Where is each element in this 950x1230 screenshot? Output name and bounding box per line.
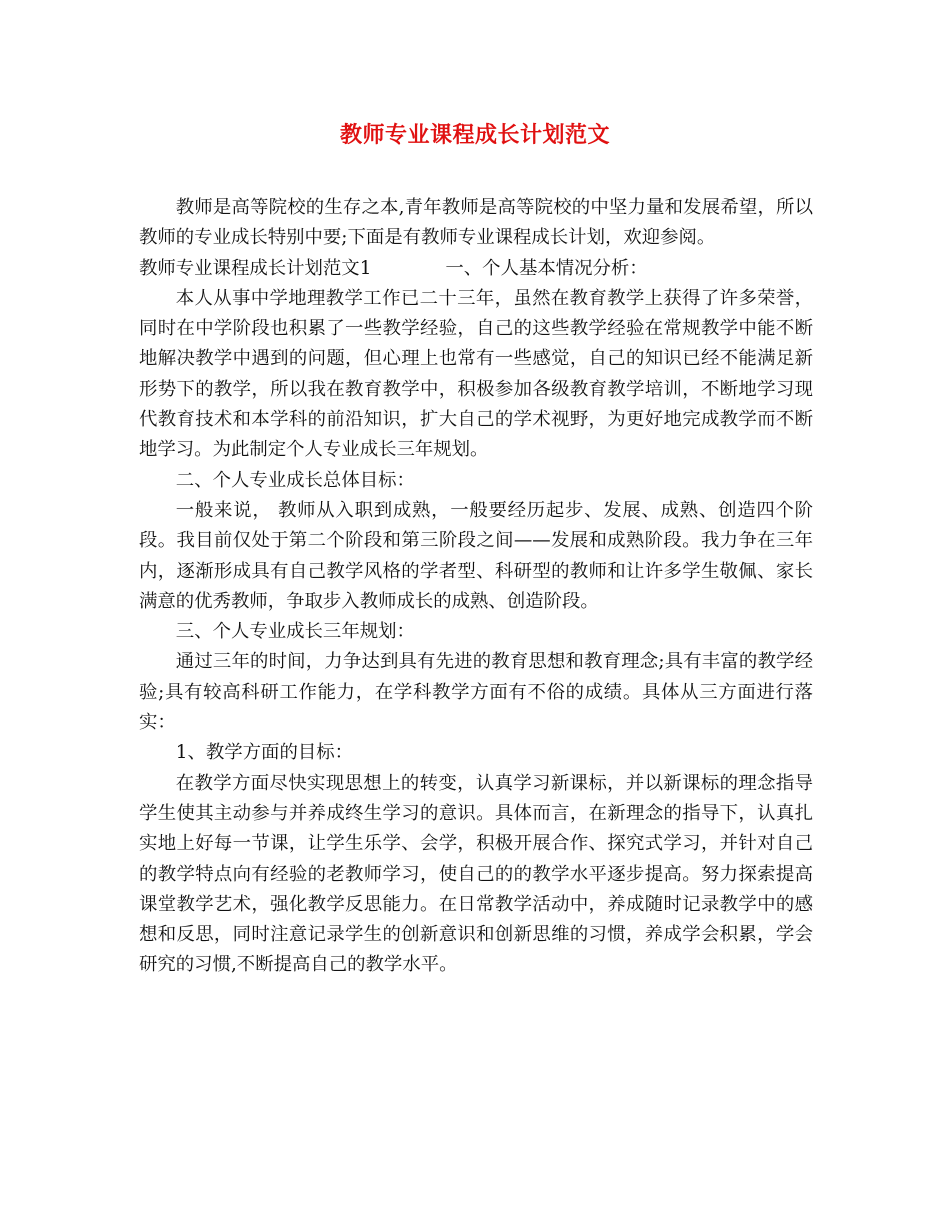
document-body [139,193,813,981]
section3-heading: 三、个人专业成长三年规划： [175,621,415,643]
section3-body: 通过三年的时间，力争达到具有先进的教育思想和教育理念;具有丰富的教学经验;具有较高科研工作能力，在学科教学方面有不俗的成绩。具体从三方面进行落实： [139,651,813,734]
intro-paragraph: 教师是高等院校的生存之本,青年教师是高等院校的中坚力量和发展希望，所以教师的专业成长特别中要;下面是有教师专业课程成长计划，欢迎参阅。 [139,197,813,249]
article-label: 教师专业课程成长计划范文1 [139,257,372,279]
sub1-body: 在教学方面尽快实现思想上的转变，认真学习新课标，并以新课标的理念指导学生使其主动参与并养成终生学习的意识。具体而言，在新理念的指导下，认真扎实地上好每一节课，让学生乐学、会学，积极开展合作、探究式学习，并针对自己的教学特点向有经验的老教师学习，使自己的的教学水平逐步提高。努力探索提高课堂教学艺术，强化教学反思能力。在日常教学活动中，养成随时记录教学中的感想和反思，同时注意记录学生的创新意识和创新思维的习惯，养成学会积累，学会研究的习惯,不断提高自己的教学水平。 [139,772,813,976]
section2-body: 一般来说， 教师从入职到成熟，一般要经历起步、发展、成熟、创造四个阶段。我目前仅处于第二个阶段和第三阶段之间——发展和成熟阶段。我力争在三年内，逐渐形成具有自己教学风格的学者型、科研型的教师和让许多学生敬佩、家长满意的优秀教师，争取步入教师成长的成熟、创造阶段。 [139,499,813,612]
document-title: 教师专业课程成长计划范文 [339,123,610,148]
section1-heading: 一、个人基本情况分析： [445,257,648,279]
sub1-heading: 1、教学方面的目标： [175,742,354,764]
section2-heading: 二、个人专业成长总体目标： [175,469,415,491]
article-label-line [139,254,813,284]
section1-body: 本人从事中学地理教学工作已二十三年，虽然在教育教学上获得了许多荣誉，同时在中学阶段也积累了一些教学经验，自己的这些教学经验在常规教学中能不断地解决教学中遇到的问题，但心理上也常有一些感觉，自己的知识已经不能满足新形势下的教学，所以我在教育教学中，积极参加各级教育教学培训，不断地学习现代教育技术和本学科的前沿知识，扩大自己的学术视野，为更好地完成教学而不断地学习。为此制定个人专业成长三年规划。 [139,287,813,461]
